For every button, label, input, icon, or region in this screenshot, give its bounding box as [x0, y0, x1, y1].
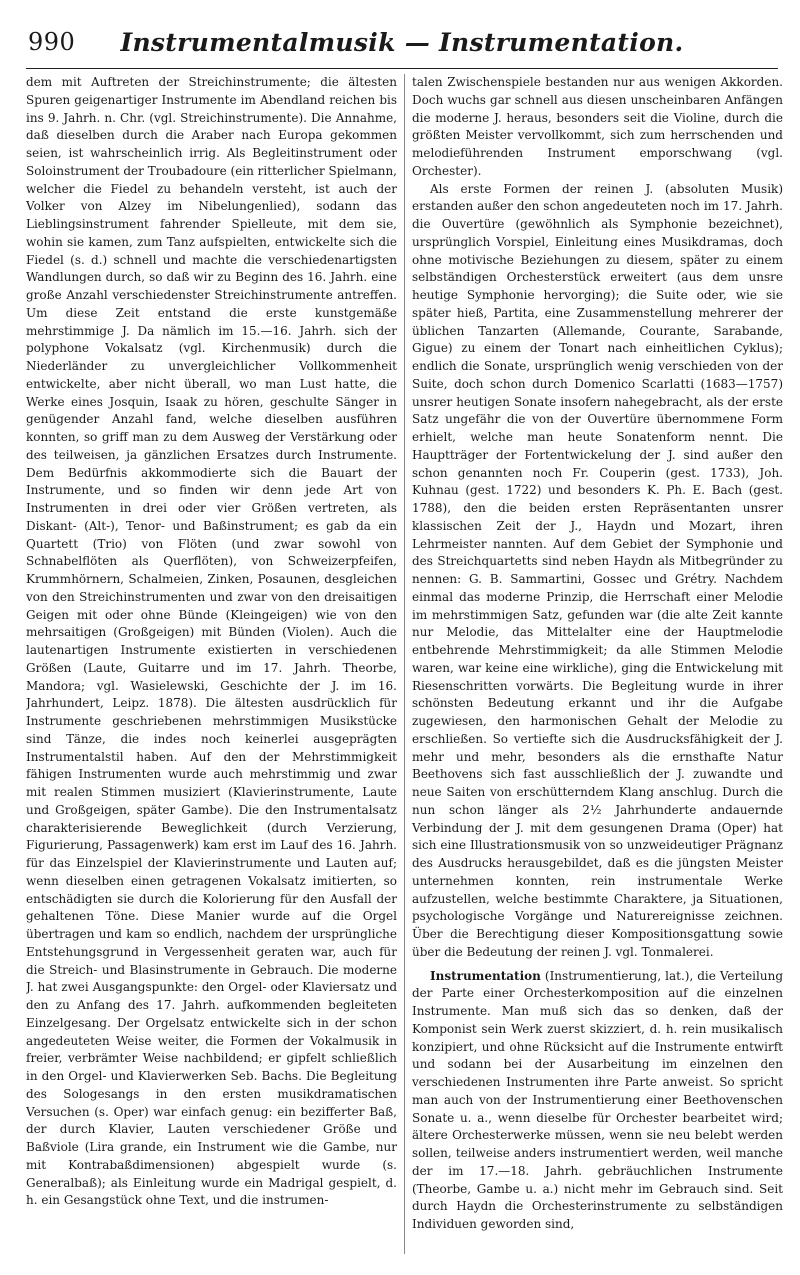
- right-column-paragraph-1: talen Zwischenspiele bestanden nur aus wenigen Akkorden. Doch wuchs gar schnell aus diesen unscheinbaren Anfängen die moderne J. heraus, besonders seit die Violine, durch die größten Meister vervollkommt, sich zum herrschenden und melodieführenden Instrument emporschwang (vgl. Orchester).: [412, 75, 783, 178]
- running-title: Instrumentalmusik — Instrumentation.: [120, 28, 684, 57]
- instrumentation-entry: [412, 968, 783, 1234]
- entry-body: (Instrumentierung, lat.), die Verteilung der Parte einer Orchesterkomposition auf die einzelnen Instrumente. Man muß sich das so denken, daß der Komponist sein Werk zuerst skizziert, d. h. rein musikalisch konzipiert, und ohne Rücksicht auf die Instrumente entwirft und sodann bei der Ausarbeitung im einzelnen den verschiedenen Instrumenten ihre Parte anweist. So spricht man auch von der Instrumentierung einer Beethovenschen Sonate u. a., wenn dieselbe für Orchester bearbeitet wird; ältere Orchesterwerke müssen, wenn sie neu belebt werden sollen, teilweise anders instrumentiert werden, weil manche der im 17.—18. Jahrh. gebräuchlichen Instrumente (Theorbe, Gambe u. a.) nicht mehr im Gebrauch sind. Seit durch Haydn die Orchesterinstrumente zu selbständigen Individuen geworden sind,: [412, 968, 783, 1231]
- text-columns: [26, 74, 783, 1254]
- left-column-paragraph: dem mit Auftreten der Streichinstrumente; die ältesten Spuren geigenartiger Instrumente im Abendland reichen bis ins 9. Jahrh. n. Chr. (vgl. Streichinstrumente). Die Annahme, daß dieselben durch die Araber nach Europa gekommen seien, ist wahrscheinlich irrig. Als Begleitinstrument oder Soloinstrument der Troubadoure (ein ritterlicher Spielmann, welcher die Fiedel zu behandeln versteht, ist auch der Volker von Alzey im Nibelungenlied), sodann das Lieblingsinstrument fahrender Spielleute, mit dem sie, wohin sie kamen, zum Tanz aufspielten, entwickelte sich die Fiedel (s. d.) schnell und machte die verschiedenartigsten Wandlungen durch, so daß wir zu Beginn des 16. Jahrh. eine große Anzahl verschiedenster Streichinstrumente antreffen. Um diese Zeit entstand die erste kunstgemäße mehrstimmige J. Da nämlich im 15.—16. Jahrh. sich der polyphone Vokalsatz (vgl. Kirchenmusik) durch die Niederländer zu unvergleichlicher Vollkommenheit entwickelte, aber nicht überall, wo man Lust hatte, die Werke eines Josquin, Isaak zu hören, geschulte Sänger in genügender Anzahl fand, welche dieselben ausführen konnten, so griff man zu dem Ausweg der Verstärkung oder des teilweisen, ja gänzlichen Ersatzes durch Instrumente. Dem Bedürfnis akkommodierte sich die Bauart der Instrumente, und so finden wir denn jede Art von Instrumenten in drei oder vier Größen vertreten, als Diskant- (Alt-), Tenor- und Baßinstrument; es gab da ein Quartett (Trio) von Flöten (und zwar sowohl von Schnabelflöten als Querflöten), von Schweizerpfeifen, Krummhörnern, Schalmeien, Zinken, Posaunen, desgleichen von den Streichinstrumenten und zwar von den dreisaitigen Geigen mit oder ohne Bünde (Kleingeigen) wie von den mehrsaitigen (Großgeigen) mit Bünden (Violen). Auch die lautenartigen Instrumente existierten in verschiedenen Größen (Laute, Guitarre und im 17. Jahrh. Theorbe, Mandora; vgl. Wasielewski, Geschichte der J. im 16. Jahrhundert, Leipz. 1878). Die ältesten ausdrücklich für Instrumente geschriebenen mehrstimmigen Musikstücke sind Tänze, die indes noch keinerlei ausgeprägten Instrumentalstil haben. Auf den der Mehrstimmigkeit fähigen Instrumenten wurde auch mehrstimmig und zwar mit realen Stimmen musiziert (Klavierinstrumente, Laute und Großgeigen, später Gambe). Die den Instrumentalsatz charakterisierende Beweglichkeit (durch Verzierung, Figurierung, Passagenwerk) kam erst im Lauf des 16. Jahrh. für das Einzelspiel der Klavierinstrumente und Lauten auf; wenn dieselben einen getragenen Vokalsatz imitierten, so entschädigten sie durch die Kolorierung für den Ausfall der gehaltenen Töne. Diese Manier wurde auf die Orgel übertragen und kam so endlich, nachdem der ursprüngliche Entstehungsgrund in Vergessenheit geraten war, auch für die Streich- und Blasinstrumente in Gebrauch. Die moderne J. hat zwei Ausgangspunkte: den Orgel- oder Klaviersatz und den zu Anfang des 17. Jahrh. aufkommenden begleiteten Einzelgesang. Der Orgelsatz entwickelte sich in der schon angedeuteten Weise weiter, die Formen der Vokalmusik in freier, verbrämter Weise nachbildend; er gipfelt schließlich in den Orgel- und Klavierwerken Seb. Bachs. Die Begleitung des Sologesangs in den ersten musikdramatischen Versuchen (s. Oper) war einfach genug: ein bezifferter Baß, der durch Klavier, Lauten verschiedener Größe und Baßviole (Lira grande, ein Instrument wie die Gambe, nur mit Kontrabaßdimensionen) abgespielt wurde (s. Generalbaß); als Einleitung wurde ein Madrigal gespielt, d. h. ein Gesangstück ohne Text, und die instrumen-: [26, 75, 397, 1208]
- page-number: 990: [28, 28, 76, 56]
- right-column: [412, 74, 783, 1254]
- dictionary-page: [26, 28, 783, 1258]
- left-column: [26, 74, 397, 1254]
- right-column-paragraph-2: Als erste Formen der reinen J. (absoluten Musik) erstanden außer den schon angedeuteten noch im 17. Jahrh. die Ouvertüre (gewöhnlich als Symphonie bezeichnet), ursprünglich Vorspiel, Einleitung eines Musikdramas, doch ohne motivische Beziehungen zu diesem, später zu einem selbständigen Orchesterstück erweitert (aus dem unsre heutige Symphonie hervorging); die Suite oder, wie sie später hieß, Partita, eine Zusammenstellung mehrerer der üblichen Tanzarten (Allemande, Courante, Sarabande, Gigue) zu einem der Tonart nach einheitlichen Cyklus); endlich die Sonate, ursprünglich wenig verschieden von der Suite, doch schon durch Domenico Scarlatti (1683—1757) unsrer heutigen Sonate insofern nahegebracht, als der erste Satz ungefähr die von der Ouvertüre übernommene Form erhielt, welche man heute Sonatenform nennt. Die Hauptträger der Fortentwickelung der J. sind außer den schon genannten noch Fr. Couperin (gest. 1733), Joh. Kuhnau (gest. 1722) und besonders K. Ph. E. Bach (gest. 1788), den die beiden ersten Repräsentanten unsrer klassischen Zeit der J., Haydn und Mozart, ihren Lehrmeister nannten. Auf dem Gebiet der Symphonie und des Streichquartetts sind neben Haydn als Mitbegründer zu nennen: G. B. Sammartini, Gossec und Grétry. Nachdem einmal das moderne Prinzip, die Herrschaft einer Melodie im mehrstimmigen Satz, gefunden war (die alte Zeit kannte nur Melodie, das Mittelalter eine der Hauptmelodie entbehrende Mehrstimmigkeit; da alle Stimmen Melodie waren, war keine eine wirkliche), ging die Entwickelung mit Riesenschritten vorwärts. Die Begleitung wurde in ihrer schönsten Bedeutung erkannt und ihr die Aufgabe zugewiesen, den harmonischen Gehalt der Melodie zu erschließen. So vertiefte sich die Ausdrucksfähigkeit der J. mehr und mehr, besonders als die ernsthafte Natur Beethovens sich fast ausschließlich der J. zuwandte und neue Saiten von erschütterndem Klang anschlug. Durch die nun schon länger als 2½ Jahrhunderte andauernde Verbindung der J. mit dem gesungenen Drama (Oper) hat sich eine Illustrationsmusik von so unzweideutiger Prägnanz des Ausdrucks herausgebildet, daß es die jüngsten Meister unternehmen konnten, rein instrumentale Werke aufzustellen, welche bestimmte Charaktere, ja Situationen, psychologische Vorgänge und Naturereignisse zeichnen. Über die Berechtigung dieser Kompositionsgattung sowie über die Bedeutung der reinen J. vgl. Tonmalerei.: [412, 181, 783, 959]
- entry-headword: Instrumentation: [430, 968, 541, 983]
- column-divider: [404, 74, 405, 1254]
- page-header: [26, 28, 778, 69]
